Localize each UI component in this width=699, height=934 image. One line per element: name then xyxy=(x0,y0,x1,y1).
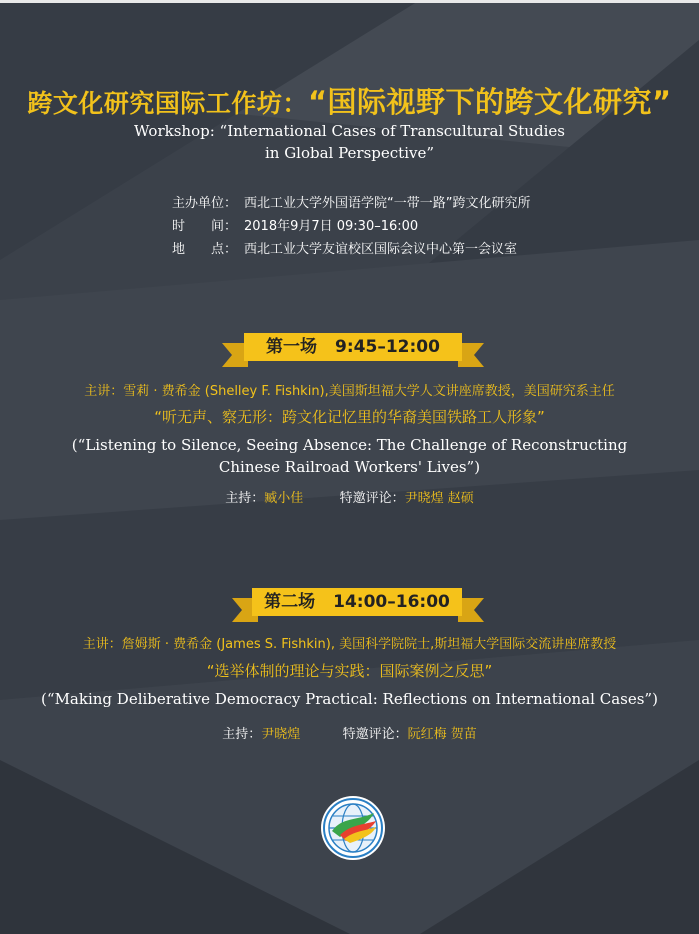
poster-title-zh xyxy=(0,80,699,121)
session1-talk-en-line2: Chinese Railroad Workers' Lives”) xyxy=(218,458,481,476)
belt-road-globe-logo-icon xyxy=(320,795,386,861)
session1-host: 臧小佳 xyxy=(264,491,304,506)
session2-speaker: 主讲：詹姆斯 · 费希金 (James S. Fishkin), 美国科学院院士,斯坦福大学国际交流讲座席教授 xyxy=(82,637,617,652)
session2-host: 尹晓煌 xyxy=(261,727,301,742)
organizer-row xyxy=(172,192,530,211)
session2-time: 14:00–16:00 xyxy=(333,592,450,612)
session1-discussants: 尹晓煌 赵硕 xyxy=(404,491,474,506)
organizer-label: 主办单位： xyxy=(172,196,238,211)
session2-talk-en: (“Making Deliberative Democracy Practical: Reflections on International Cases”) xyxy=(41,690,658,708)
session2-discussant-label: 特邀评论： xyxy=(342,727,408,742)
title-en-line1: Workshop: “International Cases of Transcultural Studies xyxy=(134,122,565,140)
session1-time: 9:45–12:00 xyxy=(335,337,440,357)
session2-host-row xyxy=(0,723,699,742)
title-zh-prefix: 跨文化研究国际工作坊： xyxy=(27,89,308,118)
organizer-value: 西北工业大学外国语学院“一带一路”跨文化研究所 xyxy=(244,196,531,211)
place-value: 西北工业大学友谊校区国际会议中心第一会议室 xyxy=(244,242,518,257)
time-row xyxy=(172,215,418,234)
poster-title-en xyxy=(0,120,699,164)
session1-discussant-label: 特邀评论： xyxy=(339,491,405,506)
time-value: 2018年9月7日 09:30–16:00 xyxy=(244,219,419,234)
session2-banner xyxy=(252,588,462,616)
place-label: 地 点： xyxy=(172,242,238,257)
session1-talk-zh: “听无声、察无形：跨文化记忆里的华裔美国铁路工人形象” xyxy=(154,408,545,426)
time-label: 时 间： xyxy=(172,219,238,234)
title-en-line2: in Global Perspective” xyxy=(264,144,435,162)
session1-banner xyxy=(244,333,462,361)
session2-name: 第二场 xyxy=(264,592,316,612)
session2-discussants: 阮红梅 贺苗 xyxy=(407,727,477,742)
place-row xyxy=(172,238,517,257)
session1-host-row xyxy=(0,487,699,506)
session1-name: 第一场 xyxy=(266,337,318,357)
session1-speaker: 主讲：雪莉 · 费希金 (Shelley F. Fishkin),美国斯坦福大学人文讲座席教授，美国研究系主任 xyxy=(84,384,615,399)
session1-host-label: 主持： xyxy=(225,491,265,506)
title-zh-main: “国际视野下的跨文化研究” xyxy=(307,85,672,119)
session2-host-label: 主持： xyxy=(222,727,262,742)
session1-talk-en xyxy=(0,434,699,478)
session2-talk-zh: “选举体制的理论与实践：国际案例之反思” xyxy=(206,662,493,680)
session1-talk-en-line1: (“Listening to Silence, Seeing Absence: The Challenge of Reconstructing xyxy=(71,436,628,454)
